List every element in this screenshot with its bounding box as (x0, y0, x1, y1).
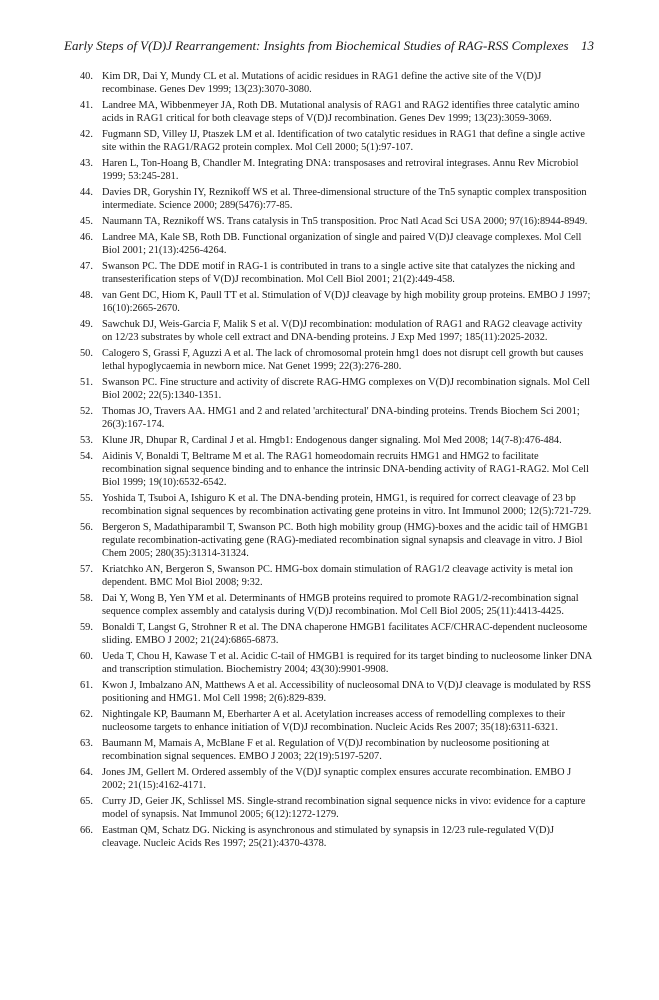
running-title: Early Steps of V(D)J Rearrangement: Insights from Biochemical Studies of RAG-RSS Complexes (64, 38, 569, 53)
reference-number: 46. (80, 232, 93, 243)
reference-text: Bonaldi T, Langst G, Strohner R et al. The DNA chaperone HMGB1 facilitates ACF/CHRAC-dependent nucleosome sliding. EMBO J 2002; 21(24):6865-6873. (102, 622, 588, 646)
reference-text: Kriatchko AN, Bergeron S, Swanson PC. HMG-box domain stimulation of RAG1/2 cleavage activity is metal ion dependent. BMC Mol Biol 2008; 9:32. (102, 564, 573, 588)
reference-item (80, 521, 592, 560)
reference-text: Eastman QM, Schatz DG. Nicking is asynchronous and stimulated by synapsis in 12/23 rule-regulated V(D)J cleavage. Nucleic Acids Res 1997; 25(21):4370-4378. (102, 825, 554, 849)
reference-number: 58. (80, 593, 93, 604)
reference-number: 52. (80, 406, 93, 417)
reference-item (80, 405, 592, 431)
reference-number: 50. (80, 348, 93, 359)
reference-item (80, 347, 592, 373)
reference-item (80, 434, 592, 447)
page-number: 13 (581, 38, 594, 53)
reference-number: 59. (80, 622, 93, 633)
reference-item (80, 128, 592, 154)
reference-item (80, 708, 592, 734)
reference-number: 60. (80, 651, 93, 662)
reference-number: 47. (80, 261, 93, 272)
reference-text: Thomas JO, Travers AA. HMG1 and 2 and related 'architectural' DNA-binding proteins. Trends Biochem Sci 2001; 26(3):167-174. (102, 406, 580, 430)
reference-text: Fugmann SD, Villey IJ, Ptaszek LM et al. Identification of two catalytic residues in RAG1 that define a single active site within the RAG1/RAG2 protein complex. Mol Cell 2000; 5(1):97-107. (102, 129, 585, 153)
reference-text: Swanson PC. Fine structure and activity of discrete RAG-HMG complexes on V(D)J recombination signals. Mol Cell Biol 2002; 22(5):1340-1351. (102, 377, 590, 401)
reference-number: 53. (80, 435, 93, 446)
reference-text: Haren L, Ton-Hoang B, Chandler M. Integrating DNA: transposases and retroviral integrases. Annu Rev Microbiol 1999; 53:245-281. (102, 158, 579, 182)
reference-text: Bergeron S, Madathiparambil T, Swanson PC. Both high mobility group (HMG)-boxes and the acidic tail of HMGB1 regulate recombination-activating gene (RAG)-mediated recombination signal synapsis and cleavage in vitro. J Biol Chem 2005; 280(35):31314-31324. (102, 522, 589, 559)
reference-item (80, 215, 592, 228)
reference-list (80, 70, 592, 853)
reference-number: 62. (80, 709, 93, 720)
reference-text: Kwon J, Imbalzano AN, Matthews A et al. Accessibility of nucleosomal DNA to V(D)J cleavage is modulated by RSS positioning and HMG1. Mol Cell 1998; 2(6):829-839. (102, 680, 592, 704)
reference-text: van Gent DC, Hiom K, Paull TT et al. Stimulation of V(D)J cleavage by high mobility group proteins. EMBO J 1997; 16(10):2665-2670. (102, 290, 591, 314)
reference-text: Naumann TA, Reznikoff WS. Trans catalysis in Tn5 transposition. Proc Natl Acad Sci USA 2000; 97(16):8944-8949. (102, 216, 588, 227)
reference-number: 57. (80, 564, 93, 575)
reference-item (80, 824, 592, 850)
reference-item (80, 737, 592, 763)
reference-item (80, 70, 592, 96)
reference-text: Sawchuk DJ, Weis-Garcia F, Malik S et al. V(D)J recombination: modulation of RAG1 and RAG2 cleavage activity on 12/23 substrates by whole cell extract and DNA-bending proteins. J Exp Med 1997; 185(11):2025-2032. (102, 319, 583, 343)
reference-number: 63. (80, 738, 93, 749)
reference-item (80, 231, 592, 257)
reference-text: Curry JD, Geier JK, Schlissel MS. Single-strand recombination signal sequence nicks in vivo: evidence for a capture model of synapsis. Nat Immunol 2005; 6(12):1272-1279. (102, 796, 586, 820)
reference-text: Yoshida T, Tsuboi A, Ishiguro K et al. The DNA-bending protein, HMG1, is required for correct cleavage of 23 bp recombination signal sequences by recombination activating gene proteins in vitro. Int Immunol 2000; 12(5):721-729. (102, 493, 592, 517)
reference-number: 42. (80, 129, 93, 140)
reference-number: 64. (80, 767, 93, 778)
reference-number: 43. (80, 158, 93, 169)
reference-number: 61. (80, 680, 93, 691)
reference-text: Jones JM, Gellert M. Ordered assembly of the V(D)J synaptic complex ensures accurate recombination. EMBO J 2002; 21(15):4162-4171. (102, 767, 572, 791)
reference-item (80, 376, 592, 402)
reference-item (80, 450, 592, 489)
reference-text: Calogero S, Grassi F, Aguzzi A et al. The lack of chromosomal protein hmg1 does not disrupt cell growth but causes lethal hypoglycaemia in newborn mice. Nat Genet 1999; 22(3):276-280. (102, 348, 584, 372)
reference-text: Landree MA, Wibbenmeyer JA, Roth DB. Mutational analysis of RAG1 and RAG2 identifies three catalytic amino acids in RAG1 critical for both cleavage steps of V(D)J recombination. Genes Dev 1999; 13(23):3059-3069. (102, 100, 580, 124)
reference-item (80, 563, 592, 589)
reference-number: 41. (80, 100, 93, 111)
reference-number: 55. (80, 493, 93, 504)
reference-item (80, 492, 592, 518)
reference-item (80, 621, 592, 647)
reference-item (80, 99, 592, 125)
reference-text: Dai Y, Wong B, Yen YM et al. Determinants of HMGB proteins required to promote RAG1/2-recombination signal sequence complex assembly and catalysis during V(D)J recombination. Mol Cell Biol 2005; 25(11):4413-4425. (102, 593, 579, 617)
reference-number: 66. (80, 825, 93, 836)
reference-item (80, 795, 592, 821)
running-header (64, 38, 594, 54)
reference-item (80, 650, 592, 676)
reference-text: Klune JR, Dhupar R, Cardinal J et al. Hmgb1: Endogenous danger signaling. Mol Med 2008; 14(7-8):476-484. (102, 435, 562, 446)
reference-item (80, 679, 592, 705)
reference-number: 56. (80, 522, 93, 533)
reference-text: Nightingale KP, Baumann M, Eberharter A et al. Acetylation increases access of remodelling complexes to their nucleosome targets to enhance initiation of V(D)J recombination. Nucleic Acids Res 2007; 35(18):6311-6321. (102, 709, 566, 733)
reference-text: Aidinis V, Bonaldi T, Beltrame M et al. The RAG1 homeodomain recruits HMG1 and HMG2 to facilitate recombination signal sequence binding and to enhance the intrinsic DNA-bending activity of RAG1-RAG2. Mol Cell Biol 1999; 19(10):6532-6542. (102, 451, 589, 488)
reference-item (80, 157, 592, 183)
reference-text: Landree MA, Kale SB, Roth DB. Functional organization of single and paired V(D)J cleavage complexes. Mol Cell Biol 2001; 21(13):4256-4264. (102, 232, 582, 256)
reference-text: Davies DR, Goryshin IY, Reznikoff WS et al. Three-dimensional structure of the Tn5 synaptic complex transposition intermediate. Science 2000; 289(5476):77-85. (102, 187, 587, 211)
reference-number: 51. (80, 377, 93, 388)
reference-item (80, 318, 592, 344)
reference-item (80, 186, 592, 212)
reference-text: Baumann M, Mamais A, McBlane F et al. Regulation of V(D)J recombination by nucleosome positioning at recombination signal sequences. EMBO J 2003; 22(19):5197-5207. (102, 738, 550, 762)
reference-item (80, 766, 592, 792)
reference-number: 49. (80, 319, 93, 330)
reference-number: 45. (80, 216, 93, 227)
reference-number: 65. (80, 796, 93, 807)
reference-number: 44. (80, 187, 93, 198)
reference-text: Swanson PC. The DDE motif in RAG-1 is contributed in trans to a single active site that catalyzes the nicking and transesterification steps of V(D)J recombination. Mol Cell Biol 2001; 21(2):449-458. (102, 261, 575, 285)
reference-item (80, 592, 592, 618)
reference-item (80, 260, 592, 286)
reference-text: Kim DR, Dai Y, Mundy CL et al. Mutations of acidic residues in RAG1 define the active site of the V(D)J recombinase. Genes Dev 1999; 13(23):3070-3080. (102, 71, 542, 95)
reference-text: Ueda T, Chou H, Kawase T et al. Acidic C-tail of HMGB1 is required for its target binding to nucleosome linker DNA and transcription stimulation. Biochemistry 2004; 43(30):9901-9908. (102, 651, 592, 675)
reference-number: 54. (80, 451, 93, 462)
reference-number: 40. (80, 71, 93, 82)
reference-number: 48. (80, 290, 93, 301)
reference-item (80, 289, 592, 315)
